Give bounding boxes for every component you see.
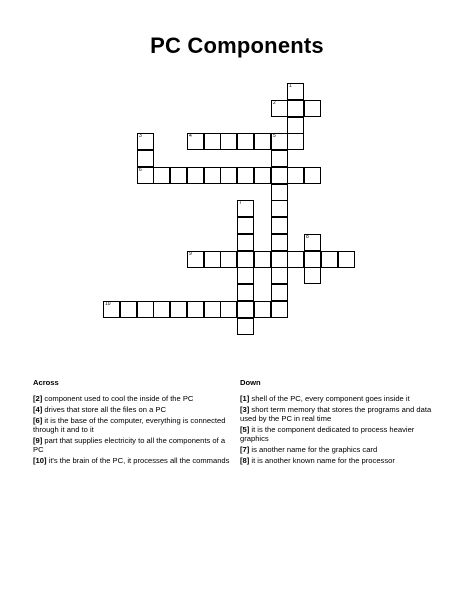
- crossword-cell[interactable]: [137, 150, 154, 167]
- clue-number-label: 3: [139, 133, 142, 139]
- crossword-cell[interactable]: [304, 267, 321, 284]
- clue-number-label: 5: [273, 133, 276, 139]
- crossword-cell[interactable]: [220, 133, 237, 150]
- clue-text: is another name for the graphics card: [249, 445, 378, 454]
- across-clues: [33, 378, 233, 467]
- across-heading: Across: [33, 378, 59, 387]
- crossword-cell[interactable]: [304, 100, 321, 117]
- crossword-cell[interactable]: [271, 100, 288, 117]
- crossword-cell[interactable]: [287, 133, 304, 150]
- crossword-cell[interactable]: [137, 301, 154, 318]
- crossword-cell[interactable]: [137, 133, 154, 150]
- crossword-cell[interactable]: [254, 301, 271, 318]
- clue-text: it is another known name for the processor: [249, 456, 395, 465]
- crossword-cell[interactable]: [103, 301, 120, 318]
- crossword-cell[interactable]: [304, 251, 321, 268]
- crossword-cell[interactable]: [237, 301, 254, 318]
- down-clues: [240, 378, 445, 467]
- crossword-cell[interactable]: [287, 251, 304, 268]
- crossword-cell[interactable]: [287, 167, 304, 184]
- crossword-cell[interactable]: [204, 133, 221, 150]
- clue-number: [3]: [240, 405, 250, 414]
- down-clue: [240, 445, 445, 454]
- crossword-cell[interactable]: [271, 200, 288, 217]
- clue-number: [5]: [240, 425, 250, 434]
- clue-number: [7]: [240, 445, 250, 454]
- crossword-cell[interactable]: [137, 167, 154, 184]
- clue-text: shell of the PC, every component goes inside it: [249, 394, 410, 403]
- crossword-cell[interactable]: [271, 301, 288, 318]
- down-clue: [240, 405, 445, 423]
- crossword-cell[interactable]: [304, 234, 321, 251]
- clue-number: [6]: [33, 416, 43, 425]
- crossword-cell[interactable]: [170, 167, 187, 184]
- crossword-cell[interactable]: [187, 251, 204, 268]
- across-clue: [33, 405, 233, 414]
- crossword-cell[interactable]: [204, 301, 221, 318]
- crossword-cell[interactable]: [204, 251, 221, 268]
- clue-number: [9]: [33, 436, 43, 445]
- clue-text: component used to cool the inside of the PC: [42, 394, 194, 403]
- clue-number: [2]: [33, 394, 43, 403]
- crossword-cell[interactable]: [237, 318, 254, 335]
- clue-number-label: 2: [273, 100, 276, 106]
- clue-text: short term memory that stores the programs and data used by the PC in real time: [240, 405, 432, 423]
- clue-number-label: 9: [189, 251, 192, 257]
- crossword-cell[interactable]: [237, 267, 254, 284]
- clue-number-label: 7: [239, 200, 242, 206]
- crossword-cell[interactable]: [237, 251, 254, 268]
- crossword-cell[interactable]: [321, 251, 338, 268]
- clue-number-label: 8: [306, 234, 309, 240]
- clue-number: [8]: [240, 456, 250, 465]
- crossword-cell[interactable]: [271, 284, 288, 301]
- crossword-cell[interactable]: [153, 301, 170, 318]
- crossword-cell[interactable]: [220, 251, 237, 268]
- page-title: PC Components: [150, 33, 324, 58]
- crossword-cell[interactable]: [254, 251, 271, 268]
- clue-number-label: 1: [289, 83, 292, 89]
- crossword-cell[interactable]: [271, 267, 288, 284]
- crossword-cell[interactable]: [170, 301, 187, 318]
- crossword-cell[interactable]: [271, 133, 288, 150]
- across-clue: [33, 416, 233, 434]
- clue-number: [10]: [33, 456, 47, 465]
- clue-number-label: 10: [105, 301, 111, 307]
- crossword-cell[interactable]: [271, 150, 288, 167]
- clue-text: drives that store all the files on a PC: [42, 405, 166, 414]
- crossword-cell[interactable]: [254, 167, 271, 184]
- crossword-cell[interactable]: [304, 167, 321, 184]
- crossword-cell[interactable]: [271, 167, 288, 184]
- crossword-cell[interactable]: [220, 167, 237, 184]
- crossword-cell[interactable]: [287, 117, 304, 134]
- across-clue: [33, 456, 233, 465]
- crossword-cell[interactable]: [237, 234, 254, 251]
- clue-text: it is the component dedicated to process heavier graphics: [240, 425, 415, 443]
- down-heading: Down: [240, 378, 261, 387]
- crossword-cell[interactable]: [237, 284, 254, 301]
- down-clue: [240, 394, 445, 403]
- clue-text: it's the brain of the PC, it processes all the commands: [46, 456, 230, 465]
- crossword-cell[interactable]: [287, 83, 304, 100]
- crossword-cell[interactable]: [153, 167, 170, 184]
- across-clue: [33, 394, 233, 403]
- crossword-cell[interactable]: [271, 251, 288, 268]
- down-clue: [240, 456, 445, 465]
- crossword-cell[interactable]: [338, 251, 355, 268]
- clue-number-label: 4: [189, 133, 192, 139]
- crossword-cell[interactable]: [271, 217, 288, 234]
- crossword-cell[interactable]: [237, 217, 254, 234]
- crossword-cell[interactable]: [287, 100, 304, 117]
- clue-number: [4]: [33, 405, 43, 414]
- crossword-cell[interactable]: [187, 301, 204, 318]
- crossword-cell[interactable]: [254, 133, 271, 150]
- crossword-cell[interactable]: [271, 234, 288, 251]
- clue-text: it is the base of the computer, everything is connected through it and to it: [33, 416, 226, 434]
- crossword-cell[interactable]: [120, 301, 137, 318]
- crossword-cell[interactable]: [237, 133, 254, 150]
- clue-number: [1]: [240, 394, 250, 403]
- crossword-cell[interactable]: [237, 167, 254, 184]
- clue-text: part that supplies electricity to all the components of a PC: [33, 436, 226, 454]
- crossword-cell[interactable]: [220, 301, 237, 318]
- crossword-cell[interactable]: [204, 167, 221, 184]
- across-clue: [33, 436, 233, 454]
- down-clue: [240, 425, 445, 443]
- crossword-cell[interactable]: [187, 133, 204, 150]
- clue-number-label: 6: [139, 167, 142, 173]
- crossword-cell[interactable]: [187, 167, 204, 184]
- crossword-cell[interactable]: [237, 200, 254, 217]
- crossword-cell[interactable]: [271, 184, 288, 201]
